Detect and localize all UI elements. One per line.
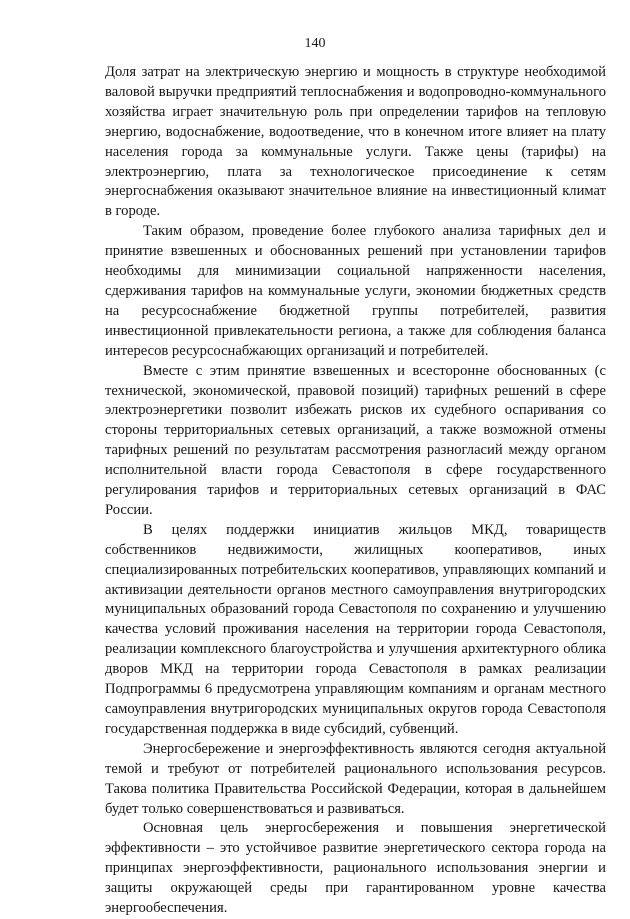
paragraph-4: В целях поддержки инициатив жильцов МКД, товариществ собственников недвижимости, жилищных кооперативов, иных специализированных потребительских кооперативов, управляющих компаний и активизации деятельности органов местного самоуправления внутригородских муниципальных образований города Севастополя по сохранению и улучшению качества условий проживания населения на территории города Севастополя, реализации комплексного благоустройства и улучшения архитектурного облика дворов МКД на территории города Севастополя в рамках реализации Подпрограммы 6 предусмотрена управляющим компаниям и органам местного самоуправления внутригородских муниципальных округов города Севастополя государственная поддержка в виде субсидий, субвенций. xyxy=(105,521,606,737)
paragraph-5: Энергосбережение и энергоэффективность являются сегодня актуальной темой и требуют от потребителей рационального использования ресурсов. Такова политика Правительства Российской Федерации, которая в дальнейшем будет только совершенствоваться и развиваться. xyxy=(105,740,606,817)
paragraph-2: Таким образом, проведение более глубокого анализа тарифных дел и принятие взвешенных и обоснованных решений при установлении тарифов необходимы для минимизации социальной напряженности населения, сдерживания тарифов на коммунальные услуги, экономии бюджетных средств на ресурсоснабжение бюджетной группы потребителей, развития инвестиционной привлекательности региона, а также для соблюдения баланса интересов ресурсоснабжающих организаций и потребителей. xyxy=(105,223,606,359)
page-number: 140 xyxy=(304,36,326,51)
document-body xyxy=(105,63,606,919)
paragraph-1: Доля затрат на электрическую энергию и мощность в структуре необходимой валовой выручки предприятий теплоснабжения и водопроводно-коммунального хозяйства играет значительную роль при определении тарифов на тепловую энергию, водоснабжение, водоотведение, что в конечном итоге влияет на плату населения города за коммунальные услуги. Также цены (тарифы) на электроэнергию, плата за технологическое присоединение к сетям энергоснабжения оказывают значительное влияние на инвестиционный климат в городе. xyxy=(105,64,606,220)
paragraph-3: Вместе с этим принятие взвешенных и всесторонне обоснованных (с технической, экономической, правовой позиций) тарифных решений в сфере электроэнергетики позволит избежать рисков их судебного оспаривания со стороны территориальных сетевых организаций, а также возможной отмены тарифных решений по результатам рассмотрения разногласий между органом исполнительной власти города Севастополя в сфере государственного регулирования тарифов и территориальных сетевых организаций в ФАС России. xyxy=(105,362,606,518)
paragraph-6: Основная цель энергосбережения и повышения энергетической эффективности – это устойчивое развитие энергетического сектора города на принципах энергоэффективности, рационального использования энергии и защиты окружающей среды при гарантированном уровне качества энергообеспечения. xyxy=(105,820,606,917)
